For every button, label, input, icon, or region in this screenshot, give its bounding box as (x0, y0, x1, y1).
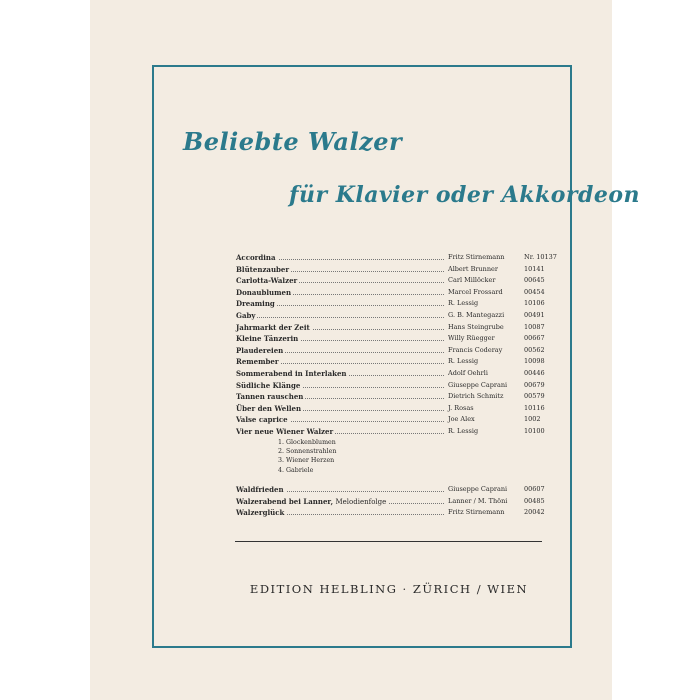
entry-composer: Carl Millöcker (448, 276, 496, 285)
catalog-list (236, 252, 557, 519)
entry-composer: R. Lessig (448, 426, 479, 435)
entry-composer: Hans Steingrube (448, 322, 504, 331)
entry-number: 00667 (524, 334, 545, 343)
entry-title (236, 333, 300, 345)
entry-title-text: Tannen rauschen (236, 392, 304, 402)
cover-title: Beliebte Walzer (183, 127, 403, 156)
catalog-entry (236, 414, 542, 426)
catalog-entry (236, 380, 545, 392)
sub-entry: 3. Wiener Herzen (278, 457, 335, 465)
catalog-entry (236, 403, 545, 415)
entry-title-text: Accordina (236, 253, 276, 262)
entry-number: 00562 (524, 345, 545, 354)
entry-title (236, 264, 291, 276)
catalog-entry (236, 287, 545, 299)
entry-composer: Joe Alex (448, 415, 475, 424)
entry-title-text: Waldfrieden (236, 485, 284, 495)
catalog-entry (236, 298, 545, 310)
entry-composer: Marcel Frossard (448, 287, 503, 296)
entry-title-text: Gaby (236, 310, 256, 320)
entry-title-text: Plaudereien (236, 345, 284, 355)
entry-number: 00446 (524, 368, 545, 377)
entry-title-text: Donaublumen (236, 287, 292, 297)
entry-composer: Lanner / M. Thöni (448, 496, 508, 505)
entry-composer: Albert Brunner (448, 264, 498, 273)
entry-title (236, 414, 290, 426)
entry-title-text: Walzerabend bei Lanner, (236, 496, 334, 506)
entry-title (236, 356, 281, 368)
entry-title-text: Dreaming (236, 299, 275, 309)
entry-composer: Fritz Stirnemann (448, 508, 505, 517)
entry-composer: Francis Coderay (448, 345, 503, 354)
entry-title-text: Kleine Tänzerin (236, 334, 299, 344)
entry-number: 00679 (524, 380, 545, 389)
catalog-entry (236, 507, 545, 519)
entry-composer: R. Lessig (448, 357, 479, 366)
entry-title-text: Valse caprice (236, 415, 288, 425)
entry-composer: J. Rosas (448, 403, 474, 412)
catalog-entry (236, 310, 545, 322)
entry-title (236, 287, 293, 299)
entry-number: 10106 (524, 299, 545, 308)
entry-composer: G. B. Mantegazzi (448, 310, 505, 319)
catalog-entry (236, 356, 545, 368)
entry-number: 10098 (524, 357, 545, 366)
entry-number: 00579 (524, 392, 545, 401)
entry-composer: Giuseppe Caprani (448, 485, 508, 494)
sub-entry: 2. Sonnenstrahlen (278, 447, 337, 455)
entry-title (236, 322, 312, 334)
entry-title (236, 345, 285, 357)
cover-subtitle: für Klavier oder Akkordeon (289, 182, 641, 208)
entry-composer: Dietrich Schmitz (448, 392, 504, 401)
catalog-entry (236, 252, 557, 264)
entry-title (236, 275, 299, 287)
entry-number: 10100 (524, 426, 545, 435)
catalog-entry (236, 333, 545, 345)
entry-number: 10087 (524, 322, 545, 331)
entry-number: 00485 (524, 496, 545, 505)
entry-number: 10141 (524, 264, 545, 273)
entry-title (236, 391, 305, 403)
entry-number: 00607 (524, 485, 545, 494)
divider-line (235, 541, 542, 542)
entry-title (236, 252, 278, 264)
entry-title-text: Blütenzauber (236, 264, 290, 274)
entry-number: 00454 (524, 287, 545, 296)
catalog-entry (236, 264, 545, 276)
entry-number: Nr. 10137 (524, 253, 557, 261)
entry-number: 00491 (524, 310, 545, 319)
catalog-entry (236, 345, 545, 357)
entry-title-text: Remember (236, 357, 279, 367)
entry-composer: Willy Rüegger (448, 334, 495, 343)
entry-note: Melodienfolge (335, 497, 387, 506)
entry-title-text: Vier neue Wiener Walzer (236, 426, 334, 436)
entry-title (236, 484, 286, 496)
entry-title-text: Jahrmarkt der Zeit (236, 322, 310, 332)
entry-title (236, 426, 335, 438)
catalog-entry (236, 275, 545, 287)
entry-composer: R. Lessig (448, 299, 479, 308)
entry-number: 20042 (524, 508, 545, 517)
entry-title (236, 368, 349, 380)
catalog-entry (236, 426, 545, 438)
entry-number: 1002 (524, 415, 541, 424)
publisher-imprint: EDITION HELBLING · ZÜRICH / WIEN (249, 582, 529, 596)
entry-title (236, 380, 302, 392)
entry-title-text: Sommerabend in Interlaken (236, 368, 347, 378)
entry-title-text: Walzerglück (236, 508, 285, 518)
entry-composer: Adolf Oehrli (448, 368, 488, 377)
entry-title-text: Über den Wellen (236, 403, 302, 413)
entry-title (236, 403, 303, 415)
entry-title (236, 507, 286, 519)
entry-title-text: Südliche Klänge (236, 380, 301, 390)
sub-entry: 1. Glockenblumen (278, 438, 336, 446)
catalog-entry (236, 368, 545, 380)
entry-number: 10116 (524, 403, 545, 412)
entry-title (236, 310, 257, 322)
sub-entry: 4. Gabriele (278, 466, 314, 474)
catalog-entry (236, 496, 545, 508)
catalog-entry (236, 322, 545, 334)
entry-composer: Giuseppe Caprani (448, 380, 508, 389)
entry-composer: Fritz Stirnemann (448, 253, 505, 261)
catalog-entry (236, 484, 545, 496)
entry-title-text: Carlotta-Walzer (236, 276, 298, 286)
leader-dots (236, 317, 444, 318)
entry-number: 00645 (524, 276, 545, 285)
catalog-entry (236, 391, 545, 403)
entry-title (236, 298, 277, 310)
